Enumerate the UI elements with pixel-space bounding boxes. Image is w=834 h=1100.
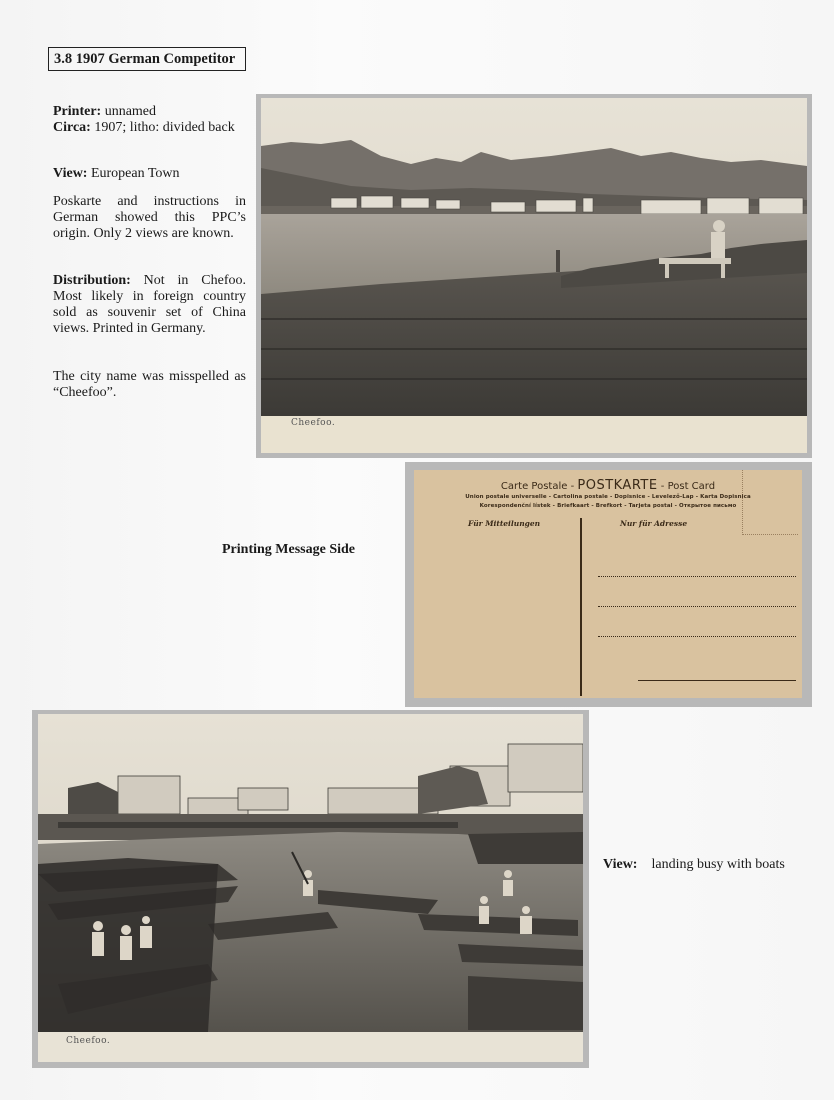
carte-postale-text: Carte Postale [500,481,568,492]
languages-line-1: Union postale universelle - Cartolina postale - Dopisnice - Levelező-Lap - Karta Dopisnica [465,494,751,500]
printer-value: unnamed [104,104,157,119]
view2-block [603,857,790,873]
view-label: View: [53,166,88,181]
view-block [53,166,246,182]
printer-circa-block [53,104,246,136]
postcard-header [414,478,802,493]
address-line-1 [598,576,796,577]
languages-line-2: Korespondenční lístek - Briefkaart - Brefkort - Tarjeta postal - Открытое письмо [479,503,737,509]
distribution-block [53,273,246,337]
view2-value: landing busy with boats [651,857,785,872]
european-town-photo [261,98,807,416]
view-value: European Town [90,166,180,181]
header-dash-2: - [660,481,665,492]
printer-label: Printer: [53,104,102,119]
landing-boats-photo [38,714,583,1032]
address-line-2 [598,606,796,607]
distribution-value: Not in Chefoo. Most likely in foreign country sold as souvenir set of China views. Printed in Germany. [53,273,247,336]
circa-value: 1907; litho: divided back [94,120,235,135]
address-line-3 [598,636,796,637]
section-title: 3.8 1907 German Competitor [48,47,246,71]
distribution-label: Distribution: [53,273,131,288]
address-heading: Nur für Adresse [620,519,688,528]
postcard-landing-boats [38,714,583,1062]
address-line-4 [638,680,796,681]
misspell-paragraph [53,369,246,401]
circa-label: Circa: [53,120,91,135]
header-dash-1: - [570,481,575,492]
messages-heading: Für Mitteilungen [468,519,541,528]
card1-caption: Cheefoo. [291,418,336,428]
postcard-european-town [261,98,807,453]
misspell-text: The city name was misspelled as “Cheefoo”. [53,369,246,400]
card2-caption: Cheefoo. [66,1036,111,1046]
postcard-message-side [414,470,802,698]
message-side-label: Printing Message Side [222,542,355,557]
poskarte-text: Poskarte and instructions in German showed this PPC’s origin. Only 2 views are known. [53,194,246,241]
poskarte-paragraph [53,194,246,242]
center-divider [580,518,582,696]
postkarte-text: POSTKARTE [577,478,658,493]
view2-label: View: [603,857,638,872]
post-card-text: Post Card [667,481,716,492]
